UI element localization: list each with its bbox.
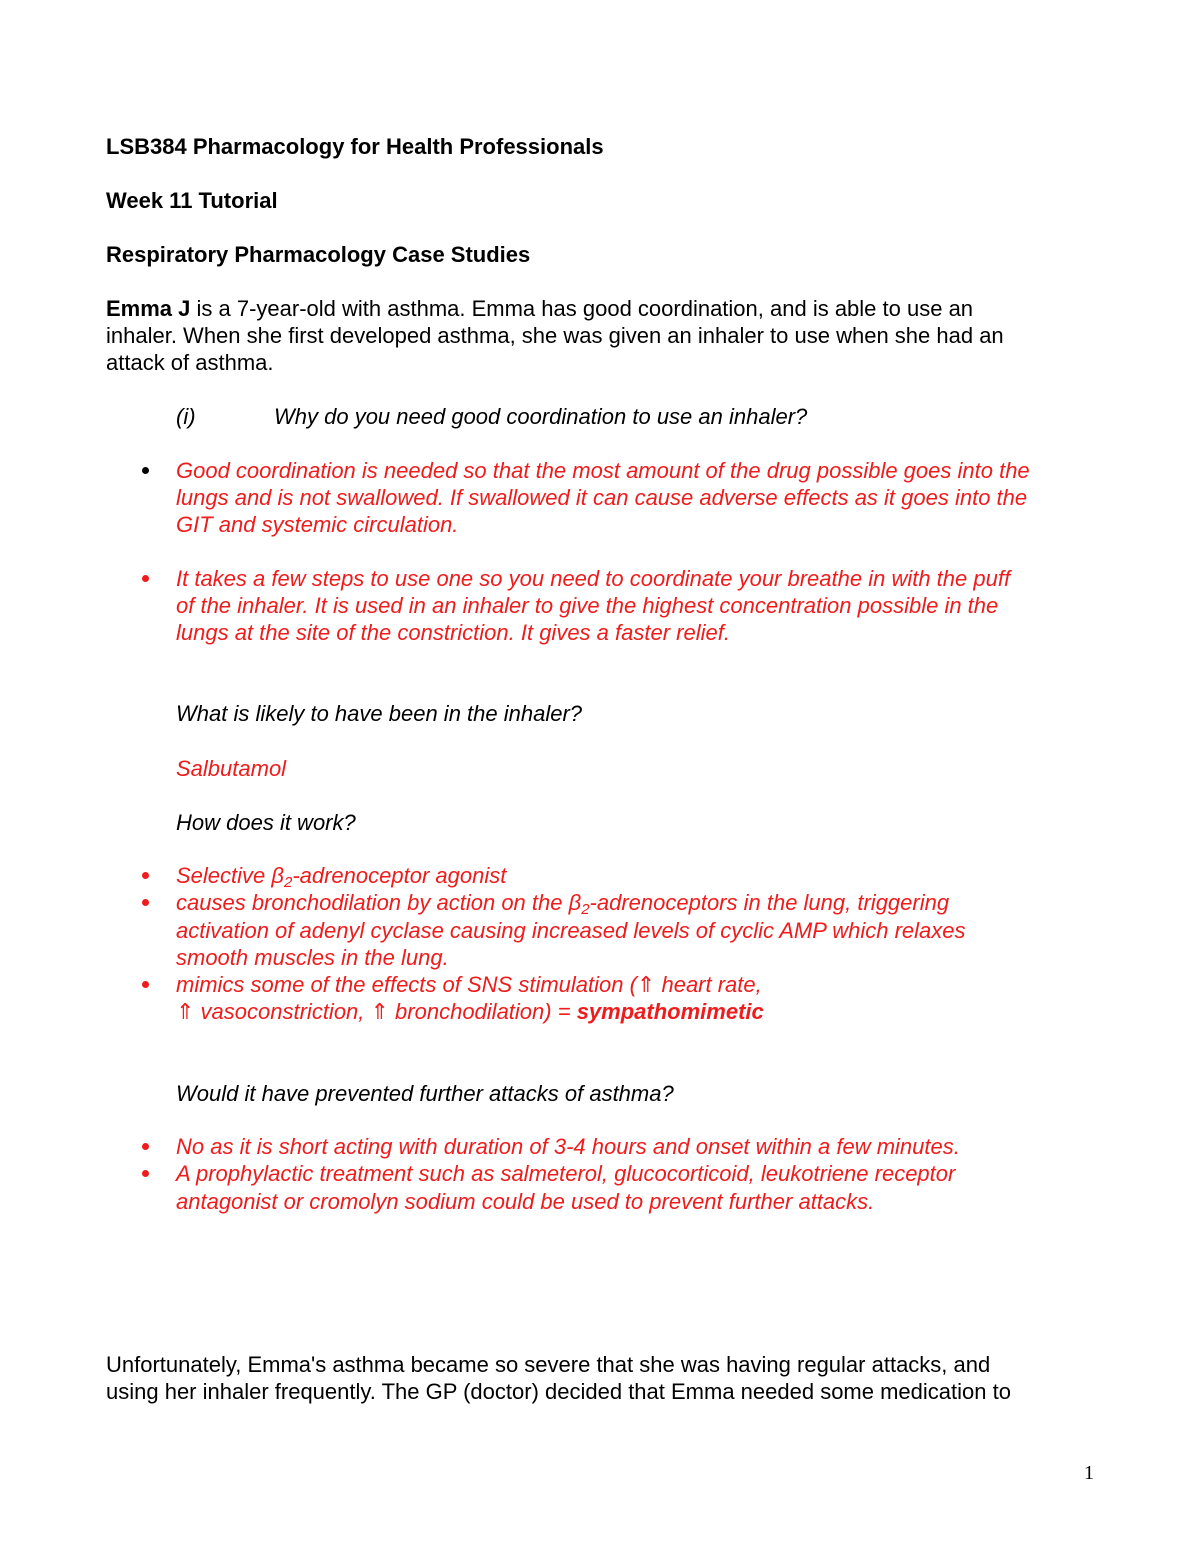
patient-name: Emma J (106, 296, 191, 321)
topic-title: Respiratory Pharmacology Case Studies (106, 242, 531, 267)
answer-2-line-3: lungs at the site of the constriction. It gives a faster relief. (176, 620, 730, 645)
page-number: 1 (1084, 1462, 1094, 1484)
prevention-bullet-2-line-1: A prophylactic treatment such as salmeterol, glucocorticoid, leukotriene receptor (176, 1161, 956, 1186)
bullet-icon (142, 1170, 149, 1177)
question-number: (i) (176, 404, 196, 429)
bullet-icon (142, 1143, 149, 1150)
beta-subscript: 2 (581, 901, 590, 918)
mechanism-bullet-3-line-2-pre: ⇑ vasoconstriction, ⇑ bronchodilation) = (176, 999, 577, 1024)
prevention-bullet-1: No as it is short acting with duration of 3-4 hours and onset within a few minutes. (176, 1134, 960, 1159)
question-3-text: How does it work? (176, 810, 356, 835)
answer-2-line-2: of the inhaler. It is used in an inhaler to give the highest concentration possible in the (176, 593, 999, 618)
bullet-icon (142, 575, 149, 582)
mechanism-bullet-2-line-3: smooth muscles in the lung. (176, 945, 449, 970)
question-4-text: Would it have prevented further attacks of asthma? (176, 1081, 674, 1106)
bullet-icon (142, 899, 149, 906)
intro-line-1-text: is a 7-year-old with asthma. Emma has good coordination, and is able to use an (190, 296, 974, 321)
bullet-icon (142, 981, 149, 988)
bullet-icon (142, 872, 149, 879)
answer-1-line-3: GIT and systemic circulation. (176, 512, 459, 537)
mechanism-bullet-2-pre: causes bronchodilation by action on the (176, 890, 569, 915)
outro-line-1: Unfortunately, Emma's asthma became so severe that she was having regular attacks, and (106, 1352, 991, 1377)
mechanism-bullet-3-line-1: mimics some of the effects of SNS stimulation (⇑ heart rate, (176, 972, 762, 997)
outro-line-2: using her inhaler frequently. The GP (doctor) decided that Emma needed some medication to (106, 1379, 1011, 1404)
sympathomimetic-term: sympathomimetic (576, 999, 764, 1024)
beta-symbol: β (271, 863, 284, 888)
course-title: LSB384 Pharmacology for Health Professionals (106, 134, 604, 159)
question-2-text: What is likely to have been in the inhaler? (176, 701, 583, 726)
intro-line-3: attack of asthma. (106, 350, 274, 375)
mechanism-bullet-1-pre: Selective (176, 863, 272, 888)
beta-subscript: 2 (283, 874, 293, 891)
answer-1-line-1: Good coordination is needed so that the most amount of the drug possible goes into the (176, 458, 1030, 483)
intro-line-1 (106, 295, 973, 322)
week-title: Week 11 Tutorial (106, 188, 278, 213)
mechanism-bullet-2-line-2: activation of adenyl cyclase causing increased levels of cyclic AMP which relaxes (176, 918, 966, 943)
bullet-icon (142, 467, 149, 474)
answer-1-line-2: lungs and is not swallowed. If swallowed it can cause adverse effects as it goes into the (176, 485, 1028, 510)
answer-2-line-1: It takes a few steps to use one so you need to coordinate your breathe in with the puff (176, 566, 1011, 591)
prevention-bullet-2-line-2: antagonist or cromolyn sodium could be used to prevent further attacks. (176, 1189, 875, 1214)
intro-line-2: inhaler. When she first developed asthma, she was given an inhaler to use when she had an (106, 323, 1004, 348)
question-2-answer: Salbutamol (176, 756, 287, 781)
mechanism-bullet-1-post: -adrenoceptor agonist (292, 863, 507, 888)
question-1-text: Why do you need good coordination to use an inhaler? (274, 404, 808, 429)
mechanism-bullet-2-post: -adrenoceptors in the lung, triggering (589, 890, 950, 915)
mechanism-bullet-3-line-2 (176, 998, 764, 1025)
beta-symbol: β (568, 890, 582, 915)
